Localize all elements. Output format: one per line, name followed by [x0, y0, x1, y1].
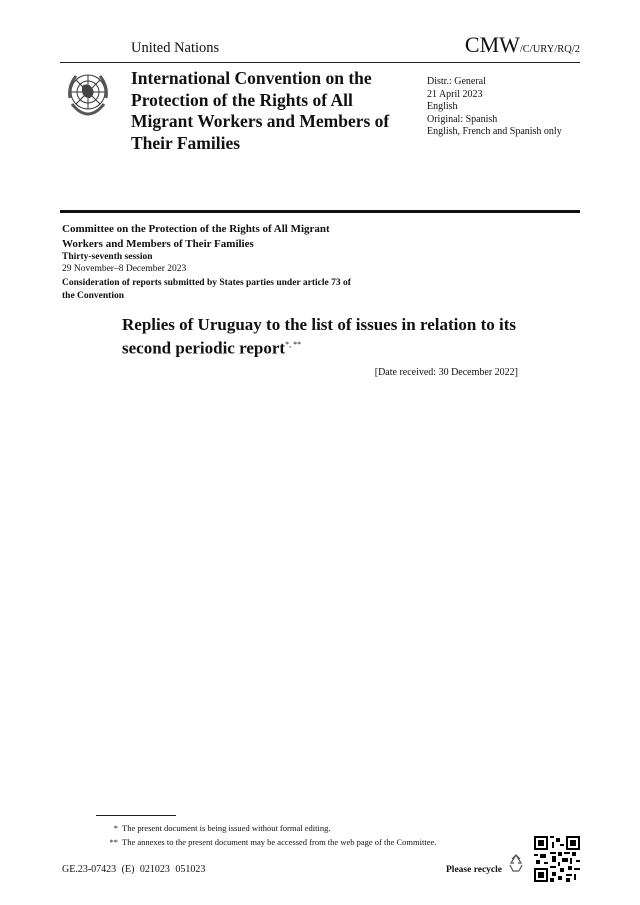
footnote-text: The present document is being issued without formal editing.: [122, 823, 331, 833]
header-thick-rule: [60, 210, 580, 213]
org-name: United Nations: [131, 40, 220, 56]
footnote-mark: *: [113, 823, 118, 833]
ge-code: GE.23-07423 (E) 021023 051023: [62, 864, 206, 875]
symbol-suffix: /C/URY/RQ/2: [519, 44, 580, 55]
distribution-line: 21 April 2023: [427, 88, 483, 100]
committee-name: Committee on the Protection of the Rights of All Migrant Workers and Members of Their Families: [62, 223, 330, 250]
header-rule: [60, 62, 580, 63]
distribution-line: English, French and Spanish only: [427, 126, 562, 137]
footnote-rule: [96, 815, 176, 816]
recycle-text: Please recycle: [446, 865, 502, 875]
un-emblem-icon: [62, 68, 114, 120]
distribution-line: Distr.: General: [427, 76, 486, 87]
distribution-line: English: [427, 101, 458, 112]
document-title-text: Replies of Uruguay to the list of issues in relation to its second periodic report: [122, 315, 516, 358]
date-received: [Date received: 30 December 2022]: [374, 367, 518, 378]
footnote-marks: *, **: [285, 340, 302, 349]
session-block: [62, 251, 186, 275]
distribution-block: [427, 76, 562, 139]
document-symbol: [465, 32, 580, 58]
footnote-mark: **: [109, 837, 118, 847]
session-name: Thirty-seventh session: [62, 252, 153, 262]
distribution-line: Original: Spanish: [427, 113, 498, 125]
footnote: [96, 835, 436, 849]
footnote-text: The annexes to the present document may be accessed from the web page of the Committee.: [122, 837, 437, 847]
session-dates: 29 November–8 December 2023: [62, 264, 187, 274]
qr-code-icon: [534, 836, 580, 882]
convention-title: International Convention on the Protection of the Rights of All Migrant Workers and Members of Their Families: [131, 68, 390, 153]
footnote: [96, 821, 436, 835]
footnotes: [96, 821, 436, 849]
agenda-item: Consideration of reports submitted by States parties under article 73 of the Convention: [62, 278, 351, 301]
symbol-prefix: CMW: [464, 32, 520, 57]
document-title: [122, 315, 532, 359]
recycle-icon: [506, 853, 526, 873]
